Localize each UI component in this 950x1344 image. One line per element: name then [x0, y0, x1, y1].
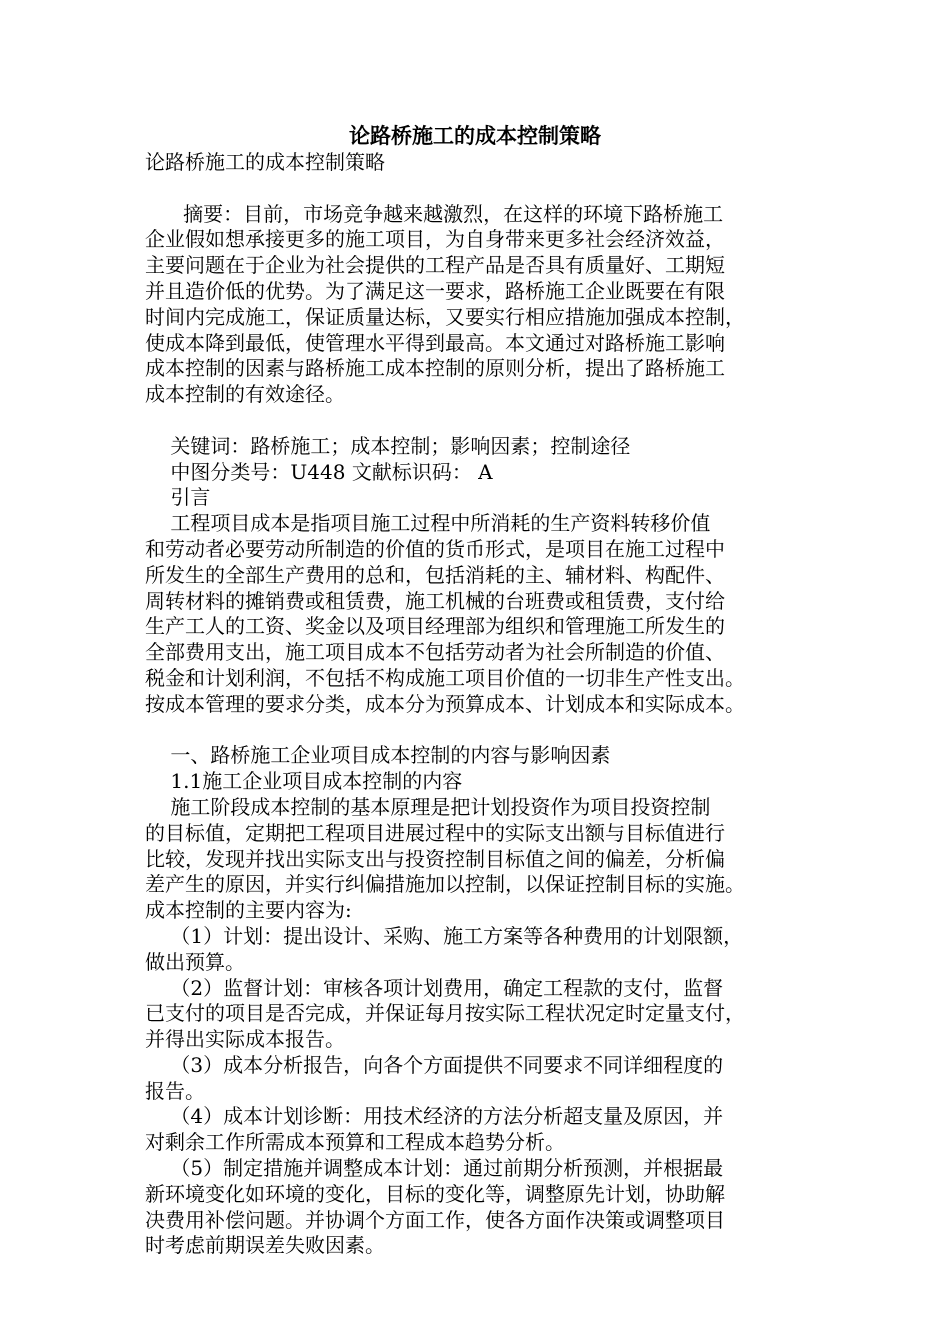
text-line: 论路桥施工的成本控制策略 — [145, 150, 385, 174]
text-line: 新环境变化如环境的变化，目标的变化等，调整原先计划，协助解 — [145, 1181, 725, 1206]
text-line: 所发生的全部生产费用的总和，包括消耗的主、辅材料、构配件、 — [145, 562, 725, 587]
text-line: （3）成本分析报告，向各个方面提供不同要求不同详细程度的 — [145, 1052, 724, 1077]
text-line: 并得出实际成本报告。 — [145, 1027, 345, 1052]
text-line: 比较，发现并找出实际支出与投资控制目标值之间的偏差，分析偏 — [145, 846, 725, 871]
text-line: 差产生的原因，并实行纠偏措施加以控制，以保证控制目标的实施。 — [145, 872, 745, 897]
document-title: 论路桥施工的成本控制策略 — [349, 123, 601, 148]
text-line: 中图分类号：U448 文献标识码： A — [145, 459, 493, 484]
blank-line — [145, 408, 805, 434]
text-line: 周转材料的摊销费或租赁费，施工机械的台班费或租赁费，支付给 — [145, 588, 725, 613]
text-line: 成本控制的因素与路桥施工成本控制的原则分析，提出了路桥施工 — [145, 356, 725, 381]
text-line: （1）计划：提出设计、采购、施工方案等各种费用的计划限额， — [145, 923, 744, 948]
text-line: 决费用补偿问题。并协调个方面工作，使各方面作决策或调整项目 — [145, 1207, 725, 1232]
text-line: 一、路桥施工企业项目成本控制的内容与影响因素 — [145, 743, 611, 768]
text-line: 使成本降到最低，使管理水平得到最高。本文通过对路桥施工影响 — [145, 330, 725, 355]
text-line: 摘要：目前，市场竞争越来越激烈，在这样的环境下路桥施工 — [145, 201, 724, 226]
text-line: 的目标值，定期把工程项目进展过程中的实际支出额与目标值进行 — [145, 820, 725, 845]
text-line: 时间内完成施工，保证质量达标，又要实行相应措施加强成本控制， — [145, 304, 745, 329]
text-line: 并且造价低的优势。为了满足这一要求，路桥施工企业既要在有限 — [145, 278, 725, 303]
text-line: （4）成本计划诊断：用技术经济的方法分析超支量及原因，并 — [145, 1104, 724, 1129]
text-line: 企业假如想承接更多的施工项目，为自身带来更多社会经济效益， — [145, 227, 725, 252]
text-line: 时考虑前期误差失败因素。 — [145, 1233, 385, 1258]
text-line: （2）监督计划：审核各项计划费用，确定工程款的支付，监督 — [145, 975, 724, 1000]
text-line: 工程项目成本是指项目施工过程中所消耗的生产资料转移价值 — [145, 511, 711, 536]
document-body — [145, 150, 805, 1259]
text-line: 施工阶段成本控制的基本原理是把计划投资作为项目投资控制 — [145, 794, 711, 819]
text-line: 做出预算。 — [145, 949, 245, 974]
text-line: 生产工人的工资、奖金以及项目经理部为组织和管理施工所发生的 — [145, 614, 725, 639]
blank-line — [145, 176, 805, 202]
blank-line — [145, 718, 805, 744]
text-line: 和劳动者必要劳动所制造的价值的货币形式，是项目在施工过程中 — [145, 536, 725, 561]
text-line: 成本控制的主要内容为: — [145, 898, 352, 923]
text-line: 全部费用支出，施工项目成本不包括劳动者为社会所制造的价值、 — [145, 640, 725, 665]
text-line: 成本控制的有效途径。 — [145, 382, 345, 407]
text-line: 主要问题在于企业为社会提供的工程产品是否具有质量好、工期短 — [145, 253, 725, 278]
text-line: 税金和计划利润，不包括不构成施工项目价值的一切非生产性支出。 — [145, 665, 745, 690]
text-line: 引言 — [145, 485, 211, 510]
text-line: 关键词：路桥施工；成本控制；影响因素；控制途径 — [145, 433, 631, 458]
text-line: 报告。 — [145, 1078, 205, 1103]
text-line: 按成本管理的要求分类，成本分为预算成本、计划成本和实际成本。 — [145, 691, 745, 716]
text-line: （5）制定措施并调整成本计划：通过前期分析预测，并根据最 — [145, 1156, 724, 1181]
text-line: 1.1施工企业项目成本控制的内容 — [145, 769, 463, 794]
text-line: 已支付的项目是否完成，并保证每月按实际工程状况定时定量支付， — [145, 1001, 745, 1026]
text-line: 对剩余工作所需成本预算和工程成本趋势分析。 — [145, 1130, 565, 1155]
